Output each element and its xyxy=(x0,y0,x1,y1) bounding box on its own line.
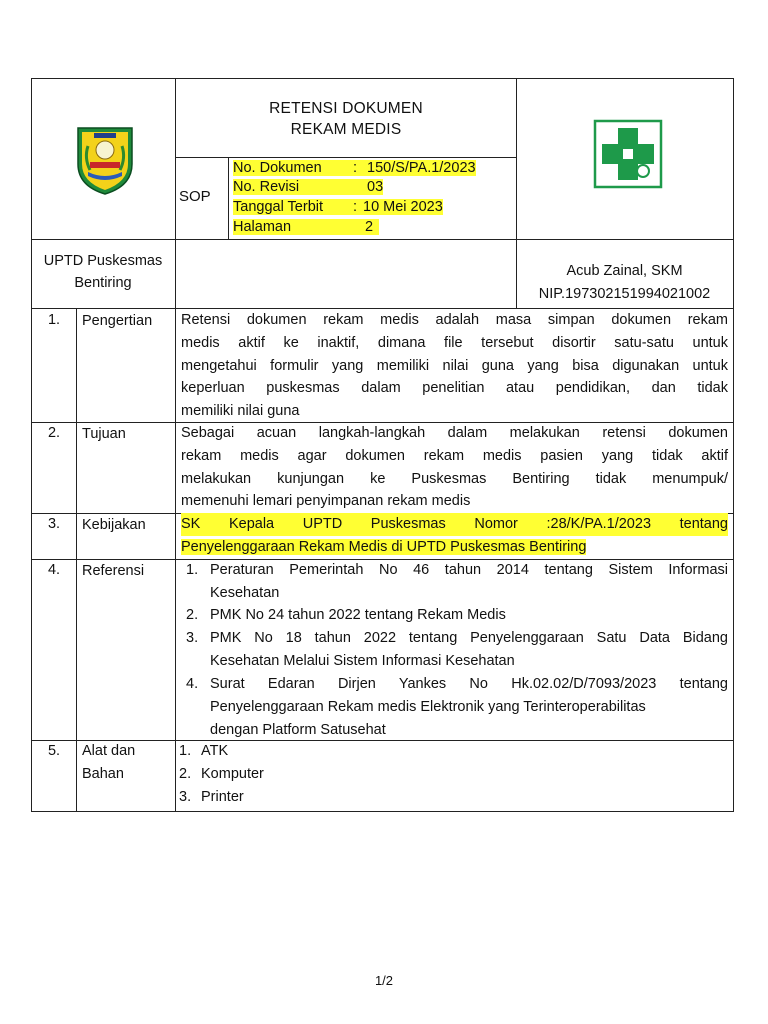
meta-sep: : xyxy=(353,160,358,176)
meta-value: 150/S/PA.1/2023 xyxy=(367,160,476,176)
section-number: 4. xyxy=(47,562,61,578)
table-border-bottom xyxy=(31,811,734,812)
section-label-kebijakan: Kebijakan xyxy=(82,517,146,533)
title-line-2: REKAM MEDIS xyxy=(290,121,402,138)
org-name xyxy=(31,250,175,294)
section-label-referensi: Referensi xyxy=(82,563,145,579)
meta-no-dokumen xyxy=(233,159,476,177)
meta-value: 2 xyxy=(365,219,374,235)
sop-label: SOP xyxy=(179,188,211,205)
puskesmas-logo-icon xyxy=(593,119,663,189)
section-label-tujuan: Tujuan xyxy=(82,426,126,442)
meta-label: No. Revisi xyxy=(233,179,300,195)
signer-nip: NIP.197302151994021002 xyxy=(538,286,711,302)
meta-label: Halaman xyxy=(233,219,292,235)
header-row-line xyxy=(31,239,734,240)
section-number: 2. xyxy=(47,425,61,441)
table-border-right xyxy=(733,78,734,812)
meta-label: No. Dokumen xyxy=(233,160,322,176)
signer-block xyxy=(516,260,733,306)
meta-tanggal-terbit xyxy=(233,198,443,216)
section-label-alat-bahan: Alat dan Bahan xyxy=(82,743,136,782)
meta-value: 03 xyxy=(367,179,384,195)
title-line-1: RETENSI DOKUMEN xyxy=(269,100,423,117)
regional-emblem-icon xyxy=(70,124,140,196)
meta-no-revisi xyxy=(233,178,383,196)
section-text-tujuan: Sebagai acuan langkah-langkah dalam melakukan retensi dokumen rekam medis agar dokumen rekam medis pasien yang tidak aktif melakukan kunjungan ke Puskesmas Bentiring tidak menumpuk/ memenuhi lemari penyimpanan rekam medis xyxy=(181,425,728,510)
table-border-top xyxy=(31,78,734,79)
col-divider-main xyxy=(175,78,176,812)
org-line-1: UPTD Puskesmas xyxy=(43,253,163,269)
section-text-kebijakan: SK Kepala UPTD Puskesmas Nomor :28/K/PA.1/2023 tentang Penyelenggaraan Rekam Medis di UPTD Puskesmas Bentiring xyxy=(181,513,728,559)
section-label-pengertian: Pengertian xyxy=(82,313,153,329)
title-bottom-line xyxy=(175,157,516,158)
section-number: 3. xyxy=(47,516,61,532)
sop-divider xyxy=(228,157,229,239)
col-divider-number xyxy=(76,308,77,812)
table-border-left xyxy=(31,78,32,812)
org-line-2: Bentiring xyxy=(74,275,132,291)
section-number: 5. xyxy=(47,743,61,759)
meta-sep: : xyxy=(353,199,358,215)
signer-name: Acub Zainal, SKM xyxy=(566,263,683,279)
page-number: 1/2 xyxy=(374,973,394,988)
section-number: 1. xyxy=(47,312,61,328)
document-title xyxy=(176,98,516,140)
meta-label: Tanggal Terbit xyxy=(233,199,324,215)
meta-value: 10 Mei 2023 xyxy=(363,199,443,215)
meta-halaman xyxy=(233,218,379,236)
section-text-pengertian: Retensi dokumen rekam medis adalah masa simpan dokumen rekam medis aktif ke inaktif, dimana file tersebut disortir satu-satu untuk mengetahui formulir yang memiliki nilai guna yang bisa digunakan untuk keperluan puskesmas dalam penelitian atau pendidikan, dan tidak memiliki nilai guna xyxy=(181,312,728,420)
